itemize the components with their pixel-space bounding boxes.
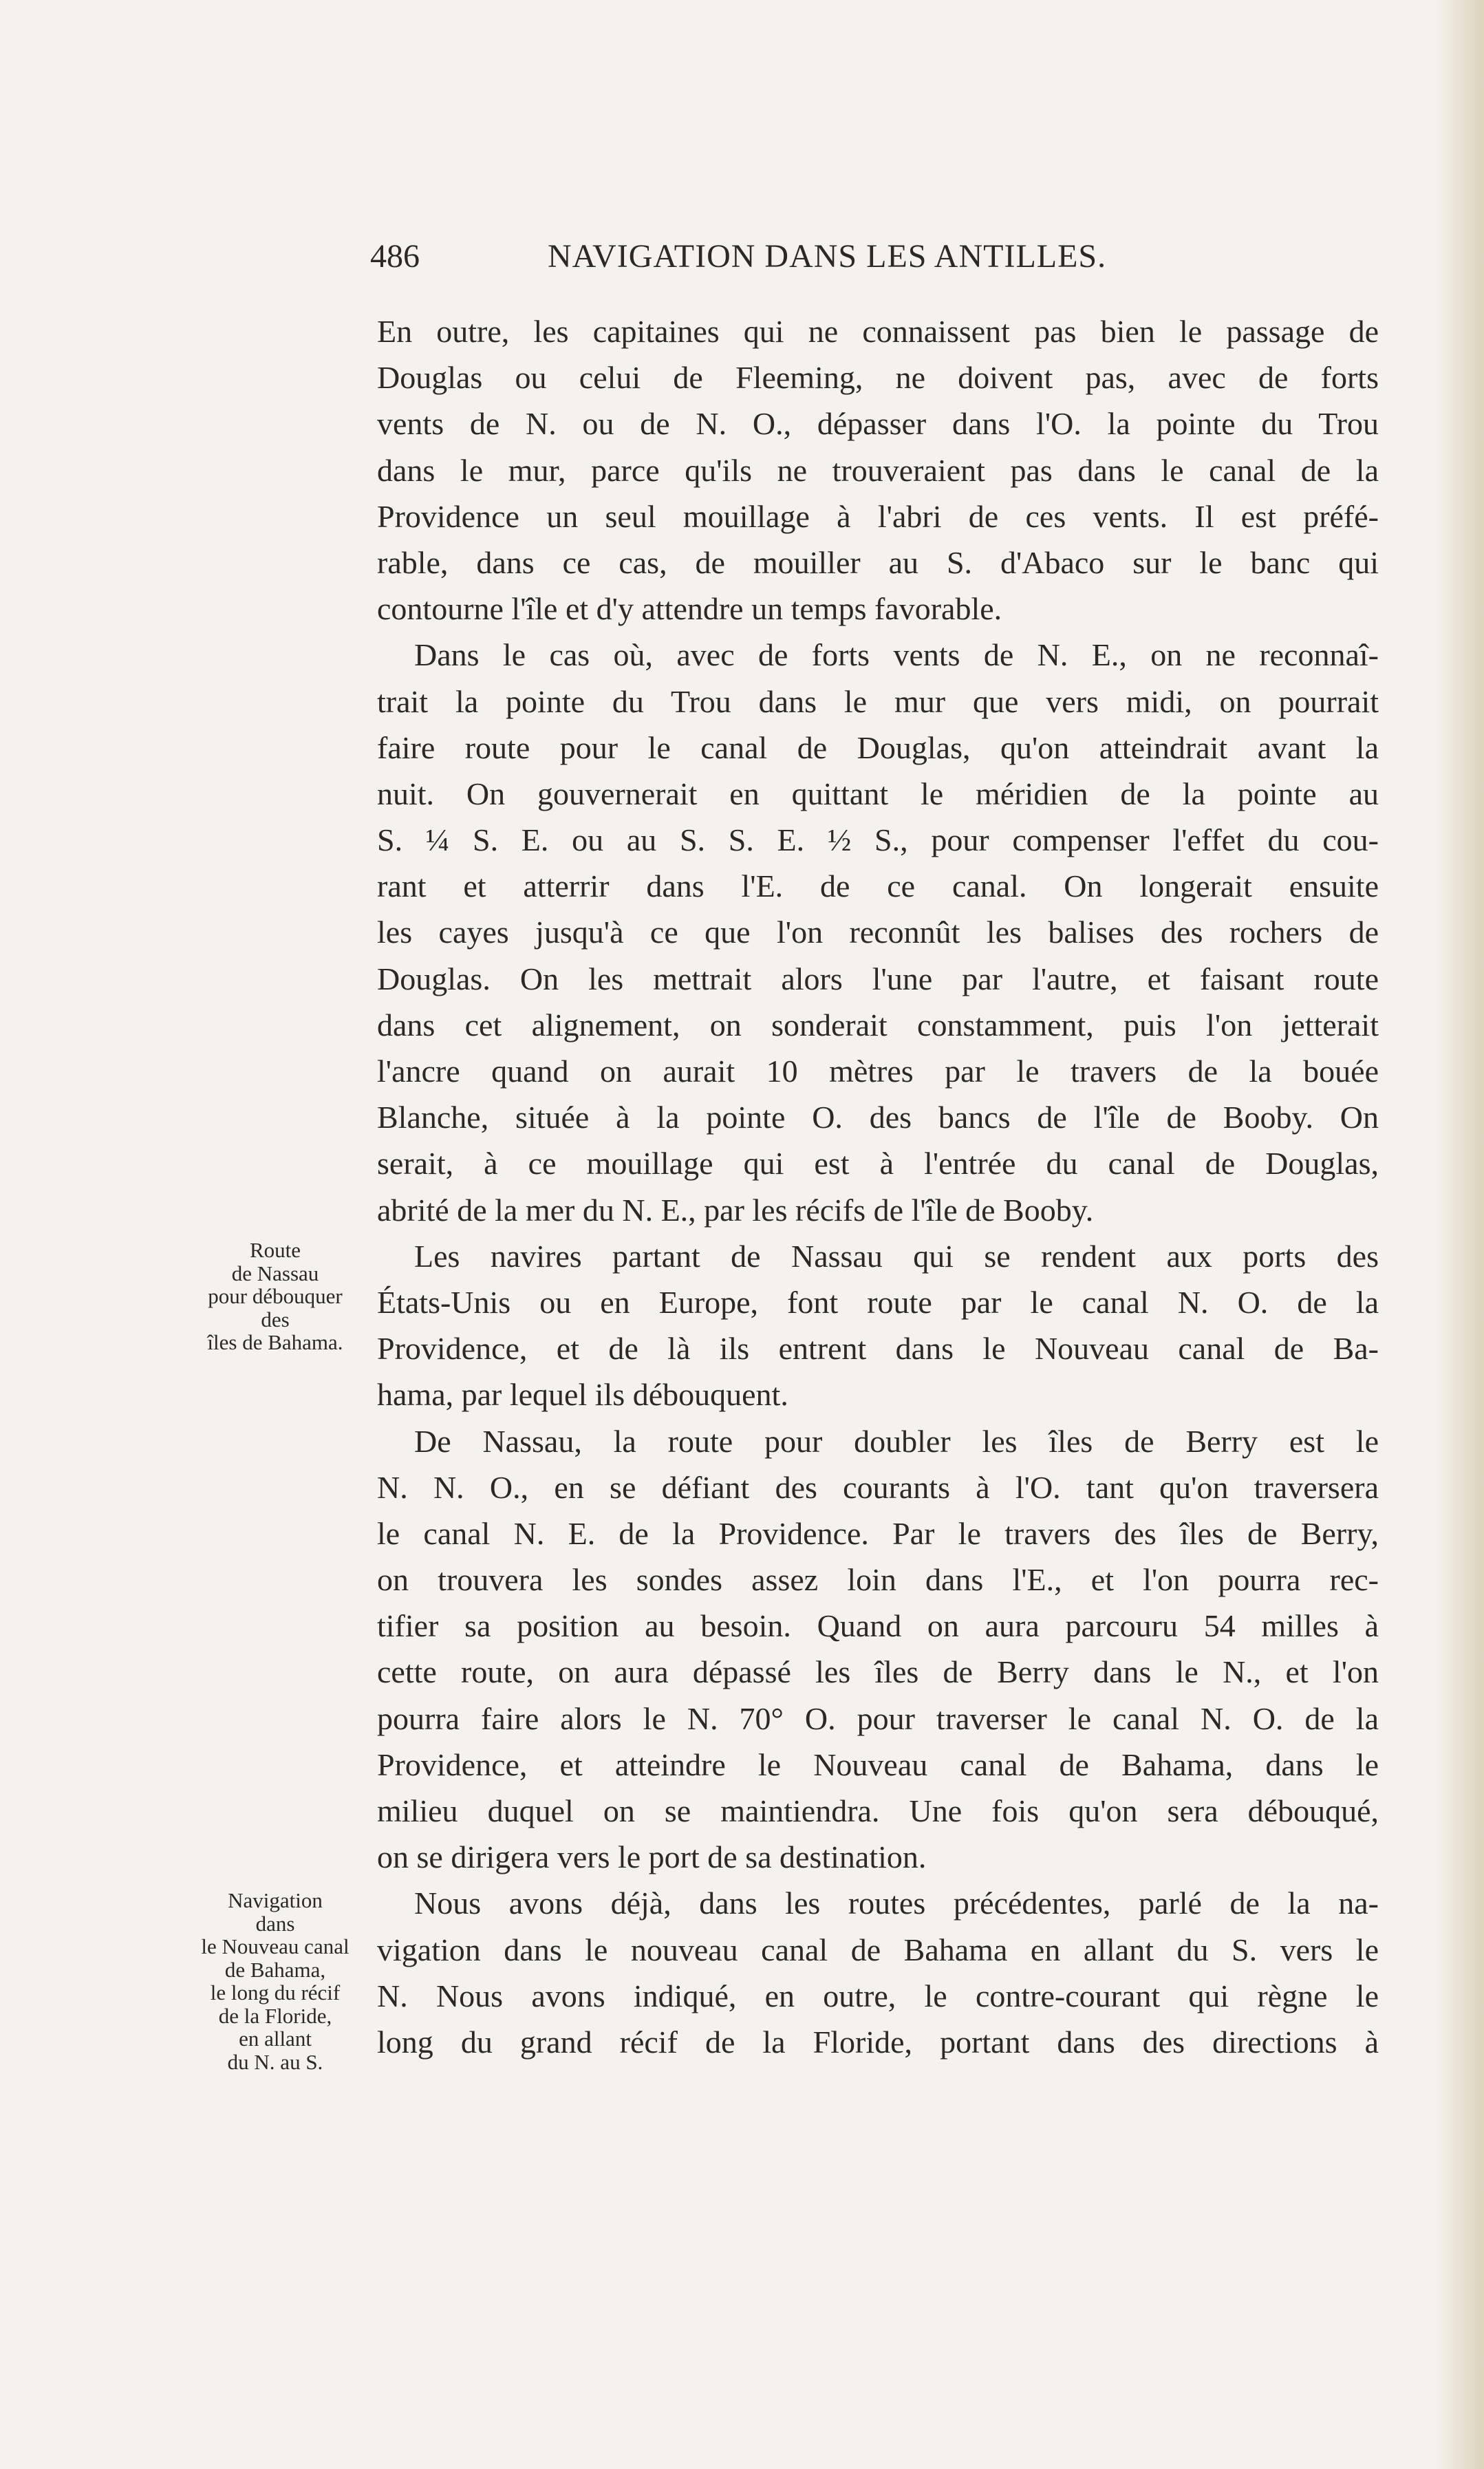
margin-note-line: de la Floride, [218,2003,332,2028]
text-line: rable, dans ce cas, de mouiller au S. d'Abaco sur le banc qui [377,544,1379,580]
margin-note-line: de Nassau [231,1261,319,1285]
text-line: pourra faire alors le N. 70° O. pour traverser le canal N. O. de la [377,1700,1379,1736]
text-line: vigation dans le nouveau canal de Bahama en allant du S. vers le [377,1932,1379,1967]
text-line: De Nassau, la route pour doubler les îles de Berry est le [414,1423,1379,1459]
running-title: NAVIGATION DANS LES ANTILLES. [548,238,1107,275]
text-line: Les navires partant de Nassau qui se rendent aux ports des [414,1238,1379,1274]
paragraph [377,1233,1379,1418]
margin-note-line: de Bahama, [224,1957,326,1982]
text-line: En outre, les capitaines qui ne connaissent pas bien le passage de [377,314,1379,349]
margin-note-line: Route [249,1238,301,1262]
margin-note-line: des [261,1307,290,1332]
text-line: dans cet alignement, on sonderait constamment, puis l'on jetterait [377,1007,1379,1043]
text-line: Douglas. On les mettrait alors l'une par l'autre, et faisant route [377,961,1379,996]
text-line: Nous avons déjà, dans les routes précédentes, parlé de la na- [414,1885,1379,1921]
paragraph [377,308,1379,632]
text-line: Providence, et atteindre le Nouveau canal de Bahama, dans le [377,1746,1379,1782]
margin-note-line: en allant [239,2027,312,2051]
text-line: serait, à ce mouillage qui est à l'entrée du canal de Douglas, [377,1146,1379,1182]
text-line: Dans le cas où, avec de forts vents de N. E., on ne reconnaî- [414,637,1379,673]
text-line: l'ancre quand on aurait 10 mètres par le travers de la bouée [377,1054,1379,1089]
text-line: long du grand récif de la Floride, portant dans des directions à [377,2024,1379,2060]
text-line: milieu duquel on se maintiendra. Une fois qu'on sera débouqué, [377,1793,1379,1828]
text-line: rant et atterrir dans l'E. de ce canal. On longerait ensuite [377,868,1379,904]
text-line: faire route pour le canal de Douglas, qu'on atteindrait avant la [377,729,1379,765]
text-line: on trouvera les sondes assez loin dans l'E., et l'on pourra rec- [377,1562,1379,1598]
text-line: N. N. O., en se défiant des courants à l'O. tant qu'on traversera [377,1469,1379,1505]
running-header [370,237,1182,279]
margin-note-line: Navigation [228,1888,323,1912]
text-line: cette route, on aura dépassé les îles de Berry dans le N., et l'on [377,1654,1379,1690]
text-line: Blanche, située à la pointe O. des bancs de l'île de Booby. On [377,1100,1379,1135]
margin-note-line: le Nouveau canal [201,1934,350,1958]
text-line: S. ¼ S. E. ou au S. S. E. ½ S., pour compenser l'effet du cou- [377,822,1379,858]
text-line: N. Nous avons indiqué, en outre, le contre-courant qui règne le [377,1978,1379,2013]
text-line: on se dirigera vers le port de sa destination. [377,1839,927,1875]
text-line: États-Unis ou en Europe, font route par le canal N. O. de la [377,1284,1379,1320]
margin-note-line: le long du récif [210,1980,341,2005]
text-line: tifier sa position au besoin. Quand on aura parcouru 54 milles à [377,1608,1379,1644]
margin-note-route-nassau [172,1239,378,1354]
margin-note-line: dans [255,1911,295,1936]
text-line: le canal N. E. de la Providence. Par le travers des îles de Berry, [377,1515,1379,1551]
text-line: nuit. On gouvernerait en quittant le méridien de la pointe au [377,776,1379,811]
paragraph [377,1880,1379,2065]
page-edge-shadow [1436,0,1484,2469]
text-line: dans le mur, parce qu'ils ne trouveraient pas dans le canal de la [377,452,1379,488]
text-line: vents de N. ou de N. O., dépasser dans l'O. la pointe du Trou [377,406,1379,442]
text-line: les cayes jusqu'à ce que l'on reconnût les balises des rochers de [377,915,1379,950]
text-line: Providence, et de là ils entrent dans le Nouveau canal de Ba- [377,1331,1379,1367]
text-line: Providence un seul mouillage à l'abri de ces vents. Il est préfé- [377,498,1379,534]
margin-note-navigation-bahama [172,1889,378,2073]
margin-note-line: du N. au S. [227,2049,323,2074]
body-text [377,308,1379,2065]
text-line: abrité de la mer du N. E., par les récifs de l'île de Booby. [377,1192,1094,1228]
text-line: contourne l'île et d'y attendre un temps favorable. [377,591,1002,627]
paragraph [377,1418,1379,1881]
margin-note-line: pour débouquer [208,1284,343,1308]
page-number: 486 [370,238,420,275]
text-line: Douglas ou celui de Fleeming, ne doivent pas, avec de forts [377,360,1379,396]
text-line: trait la pointe du Trou dans le mur que vers midi, on pourrait [377,683,1379,719]
margin-note-line: îles de Bahama. [207,1330,343,1354]
paragraph [377,632,1379,1232]
text-line: hama, par lequel ils débouquent. [377,1377,788,1413]
